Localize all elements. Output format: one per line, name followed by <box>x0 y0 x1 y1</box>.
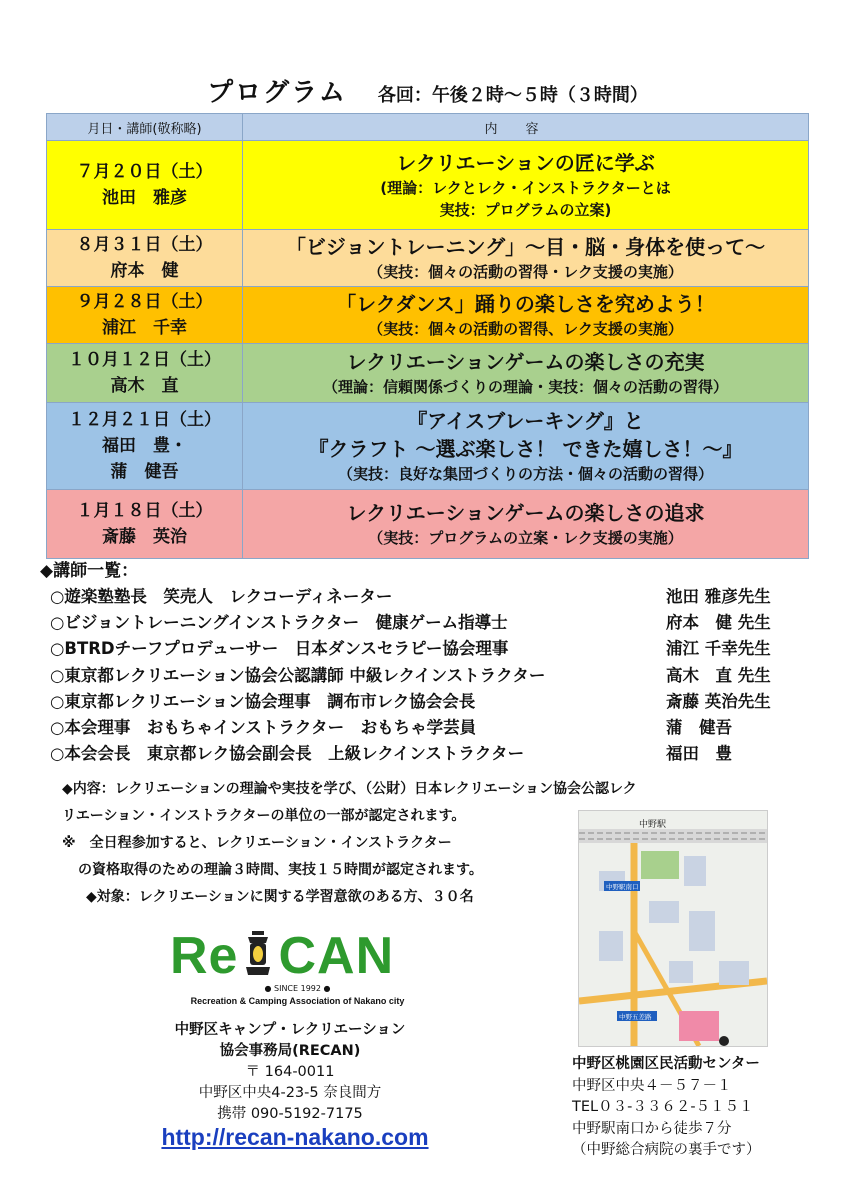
session-date: １月１８日（土） <box>76 501 213 521</box>
content-cell <box>243 287 809 344</box>
access-map <box>578 810 768 1047</box>
list-item <box>50 714 810 740</box>
table-row <box>47 490 809 559</box>
table-row <box>47 141 809 230</box>
session-date: ９月２８日（土） <box>76 292 213 312</box>
content-cell <box>243 490 809 559</box>
session-title: レクリエーションゲームの楽しさの充実 <box>346 350 705 374</box>
session-detail: （実技：プログラムの立案・レク支援の実施） <box>368 529 683 547</box>
session-detail: （実技：個々の活動の習得、レク支援の実施） <box>368 320 683 338</box>
date-cell <box>47 403 243 490</box>
venue-access: 中野駅南口から徒歩７分 <box>572 1120 732 1137</box>
instructor-name: 池田 雅彦先生 <box>666 587 771 606</box>
instructor-role: ○遊楽塾塾長 笑売人 レクコーディネーター <box>50 587 393 606</box>
instructor-role: ○東京都レクリエーション協会理事 調布市レク協会会長 <box>50 691 476 711</box>
table-row <box>47 403 809 490</box>
course-notes <box>62 776 637 911</box>
note-content-cont: リエーション・インストラクターの単位の一部が認定されます。 <box>62 808 466 824</box>
session-title-2: 『クラフト ～選ぶ楽しさ！ できた嬉しさ！～』 <box>308 437 743 461</box>
session-date: ８月３１日（土） <box>76 235 213 255</box>
table-header-row <box>47 114 809 141</box>
logo-wordmark: Re CAN <box>170 927 395 985</box>
date-cell <box>47 141 243 230</box>
list-item <box>50 609 810 635</box>
session-detail: （理論：信頼関係づくりの理論・実技：個々の活動の習得） <box>322 378 728 396</box>
session-lecturer: 福田 豊・ <box>102 436 187 456</box>
map-station-label: 中野駅 <box>639 820 667 830</box>
instructor-name: 斎藤 英治先生 <box>666 691 771 711</box>
session-date: ７月２０日（土） <box>76 162 213 182</box>
page-title: プログラム <box>207 78 347 108</box>
instructor-list <box>50 583 810 766</box>
org-address: 中野区中央4-23-5 奈良間方 <box>198 1085 382 1101</box>
instructor-name: 高木 直 先生 <box>666 665 771 685</box>
map-label-south-exit: 中野駅南口 <box>606 883 639 891</box>
recan-logo <box>170 927 425 1010</box>
session-lecturer: 高木 直 <box>110 376 179 396</box>
instructor-role: ○本会会長 東京都レク協会副会長 上級レクインストラクター <box>50 744 525 764</box>
list-item <box>50 583 810 609</box>
instructor-name: 浦江 千幸先生 <box>666 639 771 659</box>
note-target: ◆対象：レクリエーションに関する学習意欲のある方、３０名 <box>86 889 474 905</box>
table-row <box>47 344 809 403</box>
col-header-date: 月日・講師(敬称略) <box>47 114 243 141</box>
session-title: 『アイスブレーキング』と <box>407 409 644 433</box>
lantern-icon <box>238 929 278 979</box>
list-item <box>50 688 810 714</box>
date-cell <box>47 490 243 559</box>
session-lecturer: 府本 健 <box>110 261 179 281</box>
instructor-heading: ◆講師一覧： <box>40 561 139 581</box>
instructor-role: ○ビジョントレーニングインストラクター 健康ゲーム指導士 <box>50 613 508 633</box>
org-name: 中野区キャンプ・レクリエーション <box>174 1022 406 1038</box>
table-row <box>47 230 809 287</box>
session-title: レクリエーションの匠に学ぶ <box>396 151 655 175</box>
venue-name: 中野区桃園区民活動センター <box>572 1056 760 1072</box>
session-title: 「ビジョントレーニング」～目・脳・身体を使って～ <box>285 235 766 259</box>
instructor-name: 府本 健 先生 <box>666 613 771 633</box>
note-content: ◆内容：レクリエーションの理論や実技を学び、（公財）日本レクリエーション協会公認レク <box>62 781 637 797</box>
session-title: レクリエーションゲームの楽しさの追求 <box>346 501 705 525</box>
session-lecturer: 池田 雅彦 <box>102 188 187 208</box>
instructor-name: 福田 豊 <box>666 744 732 764</box>
session-title: 「レクダンス」踊りの楽しさを究めよう！ <box>336 292 715 316</box>
logo-subtitle: Recreation & Camping Association of Nakano city <box>190 996 405 1006</box>
logo-since: ● SINCE 1992 ● <box>264 984 331 993</box>
session-date: １０月１２日（土） <box>68 350 221 370</box>
col-header-content: 内容 <box>243 114 809 141</box>
organization-info <box>140 1020 440 1125</box>
session-lecturer: 斎藤 英治 <box>102 527 187 547</box>
content-cell <box>243 230 809 287</box>
session-date: １２月２１日（土） <box>68 410 221 430</box>
instructor-role: ○BTRDチーフプロデューサー 日本ダンスセラピー協会理事 <box>50 639 509 659</box>
session-detail-2: 実技：プログラムの立案) <box>439 201 612 219</box>
date-cell <box>47 230 243 287</box>
note-remark-cont: の資格取得のための理論３時間、実技１５時間が認定されます。 <box>78 862 483 878</box>
time-info: 各回：午後２時～５時（３時間） <box>377 85 648 106</box>
session-lecturer-2: 蒲 健吾 <box>110 462 179 482</box>
instructor-role: ○東京都レクリエーション協会公認講師 中級レクインストラクター <box>50 665 546 685</box>
program-heading <box>0 72 855 109</box>
note-remark: ※ 全日程参加すると、レクリエーション・インストラクター <box>62 835 452 851</box>
instructor-role: ○本会理事 おもちゃインストラクター おもちゃ学芸員 <box>50 717 477 737</box>
session-detail: (理論：レクとレク・インストラクターとは <box>380 179 671 197</box>
website-link[interactable]: http://recan-nakano.com <box>161 1124 429 1150</box>
date-cell <box>47 344 243 403</box>
instructor-name: 蒲 健吾 <box>666 717 732 737</box>
list-item <box>50 662 810 688</box>
table-row <box>47 287 809 344</box>
list-item <box>50 740 810 766</box>
date-cell <box>47 287 243 344</box>
program-table <box>46 113 809 559</box>
session-detail: （実技：良好な集団づくりの方法・個々の活動の習得） <box>337 465 713 483</box>
org-phone: 携帯 090-5192-7175 <box>217 1106 363 1122</box>
session-lecturer: 浦江 千幸 <box>102 318 187 338</box>
content-cell <box>243 141 809 230</box>
venue-tel: TEL０３‐３３６２‐５１５１ <box>572 1099 754 1115</box>
venue-address: 中野区中央４－５７－１ <box>572 1077 732 1094</box>
map-label-junction: 中野五差路 <box>619 1013 652 1021</box>
venue-note: （中野総合病院の裏手です） <box>572 1142 761 1158</box>
list-item <box>50 635 810 661</box>
content-cell <box>243 403 809 490</box>
session-detail: （実技：個々の活動の習得・レク支援の実施） <box>368 263 683 281</box>
content-cell <box>243 344 809 403</box>
venue-info <box>572 1054 761 1162</box>
org-name-2: 協会事務局(RECAN) <box>219 1043 361 1059</box>
org-postal: 〒 164-0011 <box>245 1064 335 1080</box>
